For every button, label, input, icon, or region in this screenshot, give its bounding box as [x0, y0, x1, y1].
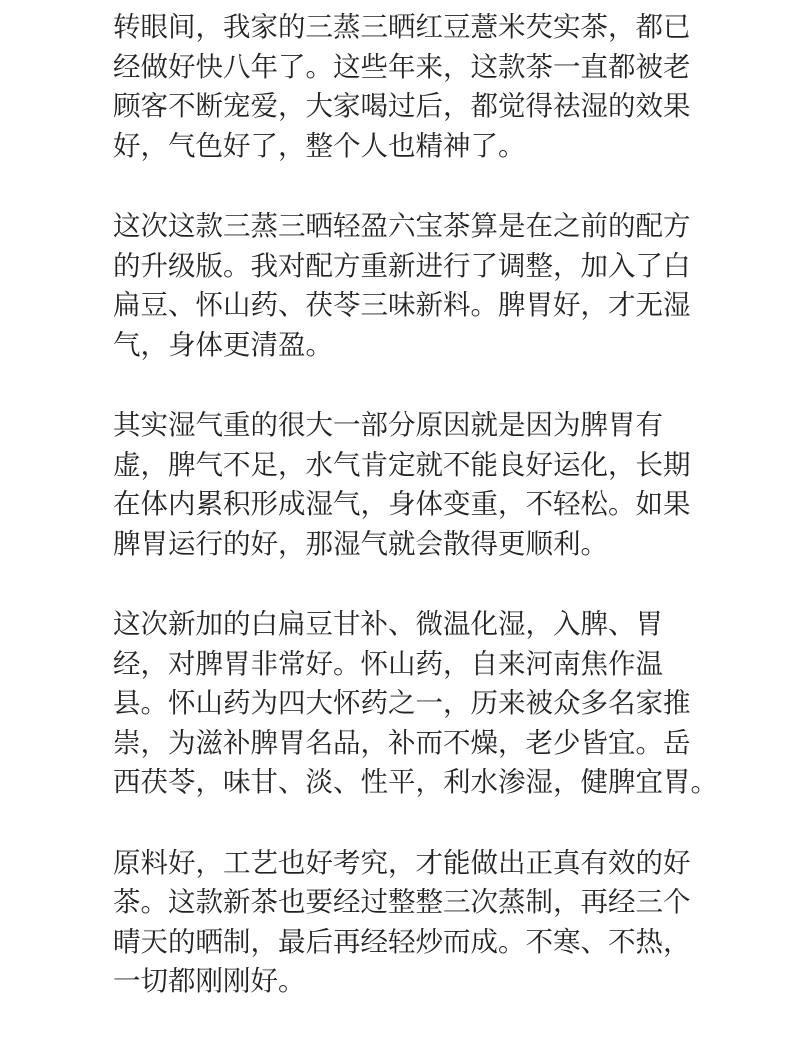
- text-line: 其实湿气重的很大一部分原因就是因为脾胃有: [113, 409, 663, 441]
- text-line: 西茯苓，味甘、淡、性平，利水渗湿，健脾宜胃。: [113, 766, 718, 798]
- paragraph-5: [113, 844, 693, 1002]
- text-line: 这次新加的白扁豆甘补、微温化湿，入脾、胃: [113, 608, 663, 640]
- text-line: 脾胃运行的好，那湿气就会散得更顺利。: [113, 527, 608, 560]
- text-line: 好，气色好了，整个人也精神了。: [113, 129, 526, 162]
- text-line: 崇，为滋补脾胃名品，补而不燥，老少皆宜。岳: [113, 726, 691, 759]
- text-line: 转眼间，我家的三蒸三晒红豆薏米芡实茶，都已: [113, 11, 691, 43]
- article-body: [113, 8, 718, 1043]
- text-line: 经，对脾胃非常好。怀山药，自来河南焦作温: [113, 647, 663, 680]
- paragraph-4: [113, 605, 718, 803]
- paragraph-1: [113, 8, 693, 166]
- text-line: 经做好快八年了。这些年来，这款茶一直都被老: [113, 50, 691, 83]
- text-line: 在体内累积形成湿气，身体变重，不轻松。如果: [113, 488, 691, 520]
- text-line: 顾客不断宠爱，大家喝过后，都觉得祛湿的效果: [113, 90, 691, 122]
- paragraph-3: [113, 406, 693, 564]
- text-line: 茶。这款新茶也要经过整整三次蒸制，再经三个: [113, 886, 691, 918]
- text-line: 原料好，工艺也好考究，才能做出正真有效的好: [113, 846, 691, 879]
- text-line: 县。怀山药为四大怀药之一，历来被众多名家推: [113, 687, 691, 719]
- text-line: 虚，脾气不足，水气肯定就不能良好运化，长期: [113, 448, 691, 481]
- text-line: 这次这款三蒸三晒轻盈六宝茶算是在之前的配方: [113, 210, 691, 242]
- text-line: 的升级版。我对配方重新进行了调整，加入了白: [113, 249, 691, 282]
- paragraph-2: [113, 207, 693, 365]
- text-line: 气，身体更清盈。: [113, 328, 333, 361]
- text-line: 扁豆、怀山药、茯苓三味新料。脾胃好，才无湿: [113, 289, 691, 321]
- text-line: 一切都刚刚好。: [113, 965, 306, 997]
- text-line: 晴天的晒制，最后再经轻炒而成。不寒、不热，: [113, 925, 691, 958]
